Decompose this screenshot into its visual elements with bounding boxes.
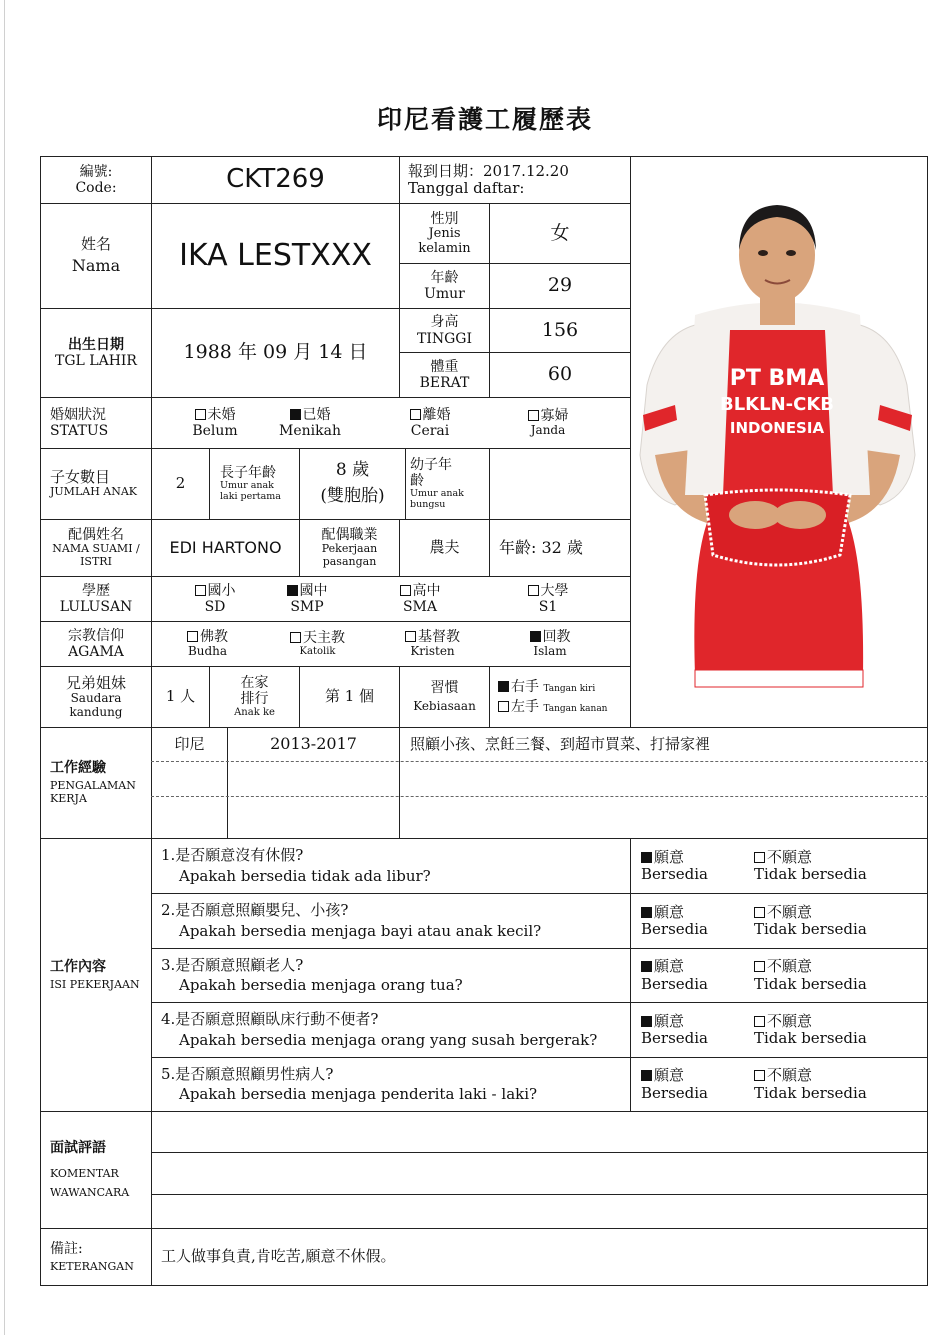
checkbox-empty-icon bbox=[754, 1070, 765, 1081]
page-edge bbox=[4, 0, 5, 1335]
code-label: 編號: Code: bbox=[75, 163, 117, 196]
education-option-smp[interactable]: 國中 SMP bbox=[272, 577, 342, 621]
education-option-sma[interactable]: 高中 SMA bbox=[385, 577, 455, 621]
weight-label: 體重 BERAT bbox=[419, 358, 470, 391]
checkbox-checked-icon bbox=[290, 409, 301, 420]
remark-value: 工人做事負責,肯吃苦,願意不休假。 bbox=[161, 1247, 396, 1266]
religion-option-islam[interactable]: 回教 Islam bbox=[515, 622, 585, 666]
checkbox-empty-icon bbox=[528, 585, 539, 596]
answer-3-no[interactable]: 不願意 Tidak bersedia bbox=[754, 957, 867, 993]
answer-5-no[interactable]: 不願意 Tidak bersedia bbox=[754, 1066, 867, 1102]
code-value: CKT269 bbox=[226, 164, 325, 195]
question-1: 1.是否願意沒有休假? Apakah bersedia tidak ada libur? bbox=[161, 846, 431, 885]
marital-option-single[interactable]: 未婚 Belum bbox=[192, 406, 238, 439]
religion-option-kristen[interactable]: 基督教 Kristen bbox=[390, 622, 475, 666]
children-count: 2 bbox=[175, 474, 186, 493]
answer-4-no[interactable]: 不願意 Tidak bersedia bbox=[754, 1011, 867, 1047]
experience-years: 2013-2017 bbox=[270, 734, 357, 754]
education-option-sd[interactable]: 國小 SD bbox=[180, 577, 250, 621]
marital-label: 婚姻狀況 STATUS bbox=[50, 406, 109, 439]
checkbox-checked-icon bbox=[641, 852, 652, 863]
checkbox-empty-icon bbox=[754, 1016, 765, 1027]
apron-text-line1: PT BMA bbox=[729, 366, 825, 391]
answer-1-no[interactable]: 不願意 Tidak bersedia bbox=[754, 847, 867, 883]
religion-option-katolik[interactable]: 天主教 Katolik bbox=[275, 622, 360, 666]
weight-value: 60 bbox=[547, 363, 573, 386]
age-label: 年齡 Umur bbox=[424, 269, 465, 302]
checkbox-empty-icon bbox=[400, 585, 411, 596]
experience-description: 照顧小孩、烹飪三餐、到超市買菜、打掃家裡 bbox=[410, 734, 711, 753]
habit-option-left[interactable]: 左手 Tangan kanan bbox=[498, 699, 607, 715]
children-label: 子女數目 JUMLAH ANAK bbox=[50, 468, 138, 499]
height-label: 身高 TINGGI bbox=[416, 314, 472, 347]
religion-label: 宗教信仰 AGAMA bbox=[68, 627, 124, 660]
checkbox-empty-icon bbox=[405, 631, 416, 642]
checkbox-empty-icon bbox=[195, 585, 206, 596]
habit-label: 習慣 Kebiasaan bbox=[413, 680, 476, 714]
youngest-age-value bbox=[490, 449, 630, 519]
checkbox-empty-icon bbox=[754, 852, 765, 863]
spouse-label: 配偶姓名 NAMA SUAMI / ISTRI bbox=[52, 527, 140, 569]
birth-order-label: 在家 排行 Anak ke bbox=[234, 675, 275, 719]
experience-country: 印尼 bbox=[174, 734, 205, 753]
spouse-job-value: 農夫 bbox=[429, 538, 460, 557]
answer-2-yes[interactable]: 願意 Bersedia bbox=[641, 902, 708, 938]
birth-value: 1988 年 09 月 14 日 bbox=[183, 341, 368, 364]
answer-4-yes[interactable]: 願意 Bersedia bbox=[641, 1011, 708, 1047]
checkbox-checked-icon bbox=[498, 681, 509, 692]
spouse-age: 年齡: 32 歲 bbox=[499, 537, 583, 557]
spouse-name: EDI HARTONO bbox=[169, 537, 282, 557]
checkbox-empty-icon bbox=[528, 410, 539, 421]
birth-order-value: 第 1 個 bbox=[324, 687, 375, 706]
checkbox-empty-icon bbox=[195, 409, 206, 420]
interview-label: 面試評語 KOMENTAR WAWANCARA bbox=[50, 1140, 130, 1200]
education-option-s1[interactable]: 大學 S1 bbox=[513, 577, 583, 621]
youngest-age-label: 幼子年 齡 Umur anak bungsu bbox=[410, 456, 464, 511]
spouse-job-label: 配偶職業 Pekerjaan pasangan bbox=[321, 527, 378, 569]
eldest-age-value: 8 歲 (雙胞胎) bbox=[320, 460, 385, 506]
checkbox-checked-icon bbox=[641, 907, 652, 918]
habit-options bbox=[490, 667, 630, 727]
height-value: 156 bbox=[541, 318, 579, 341]
marital-option-married[interactable]: 已婚 Menikah bbox=[279, 406, 341, 439]
age-value: 29 bbox=[547, 274, 573, 297]
answer-3-yes[interactable]: 願意 Bersedia bbox=[641, 957, 708, 993]
checkbox-checked-icon bbox=[641, 1016, 652, 1027]
siblings-label: 兄弟姐妹 Saudara kandung bbox=[65, 673, 126, 719]
experience-label: 工作經驗 PENGALAMAN KERJA bbox=[50, 760, 136, 806]
religion-option-budha[interactable]: 佛教 Budha bbox=[187, 629, 228, 659]
register-date: 報到日期：2017.12.20 Tanggal daftar: bbox=[408, 161, 569, 197]
name-value: IKA LESTXXX bbox=[179, 237, 372, 273]
marital-option-widow[interactable]: 寡婦 Janda bbox=[513, 398, 583, 448]
checkbox-empty-icon bbox=[754, 961, 765, 972]
habit-option-right[interactable]: 右手 Tangan kiri bbox=[498, 679, 595, 695]
answer-5-yes[interactable]: 願意 Bersedia bbox=[641, 1066, 708, 1102]
answer-2-no[interactable]: 不願意 Tidak bersedia bbox=[754, 902, 867, 938]
question-3: 3.是否願意照顧老人? Apakah bersedia menjaga orang tua? bbox=[161, 955, 463, 994]
checkbox-checked-icon bbox=[641, 1070, 652, 1081]
eldest-age-label: 長子年齡 Umur anak laki pertama bbox=[220, 465, 281, 503]
name-label: 姓名 Nama bbox=[71, 235, 121, 276]
form-title: 印尼看護工履歷表 bbox=[376, 105, 593, 134]
apron-text-line2: BLKLN-CKB bbox=[719, 394, 835, 415]
checkbox-empty-icon bbox=[187, 631, 198, 642]
answer-1-yes[interactable]: 願意 Bersedia bbox=[641, 847, 708, 883]
checkbox-empty-icon bbox=[290, 632, 301, 643]
siblings-count: 1 人 bbox=[165, 687, 196, 706]
checkbox-empty-icon bbox=[498, 701, 509, 712]
checkbox-checked-icon bbox=[641, 961, 652, 972]
checkbox-empty-icon bbox=[754, 907, 765, 918]
question-4: 4.是否願意照顧臥床行動不便者? Apakah bersedia menjaga orang yang susah bergerak? bbox=[161, 1010, 598, 1049]
checkbox-checked-icon bbox=[530, 631, 541, 642]
job-label: 工作內容 ISI PEKERJAAN bbox=[50, 958, 140, 991]
gender-label: 性別 Jenis kelamin bbox=[418, 210, 471, 256]
remark-label: 備註: KETERANGAN bbox=[50, 1240, 134, 1273]
marital-option-divorced[interactable]: 離婚 Cerai bbox=[410, 406, 451, 439]
education-label: 學歷 LULUSAN bbox=[59, 582, 133, 615]
checkbox-checked-icon bbox=[287, 585, 298, 596]
gender-value: 女 bbox=[550, 221, 570, 244]
question-2: 2.是否願意照顧嬰兒、小孩? Apakah bersedia menjaga bayi atau anak kecil? bbox=[161, 901, 542, 940]
applicant-photo bbox=[635, 195, 920, 700]
apron-text-line3: INDONESIA bbox=[729, 419, 825, 437]
checkbox-empty-icon bbox=[410, 409, 421, 420]
birth-label: 出生日期 TGL LAHIR bbox=[55, 336, 137, 369]
question-5: 5.是否願意照顧男性病人? Apakah bersedia menjaga penderita laki - laki? bbox=[161, 1064, 538, 1103]
